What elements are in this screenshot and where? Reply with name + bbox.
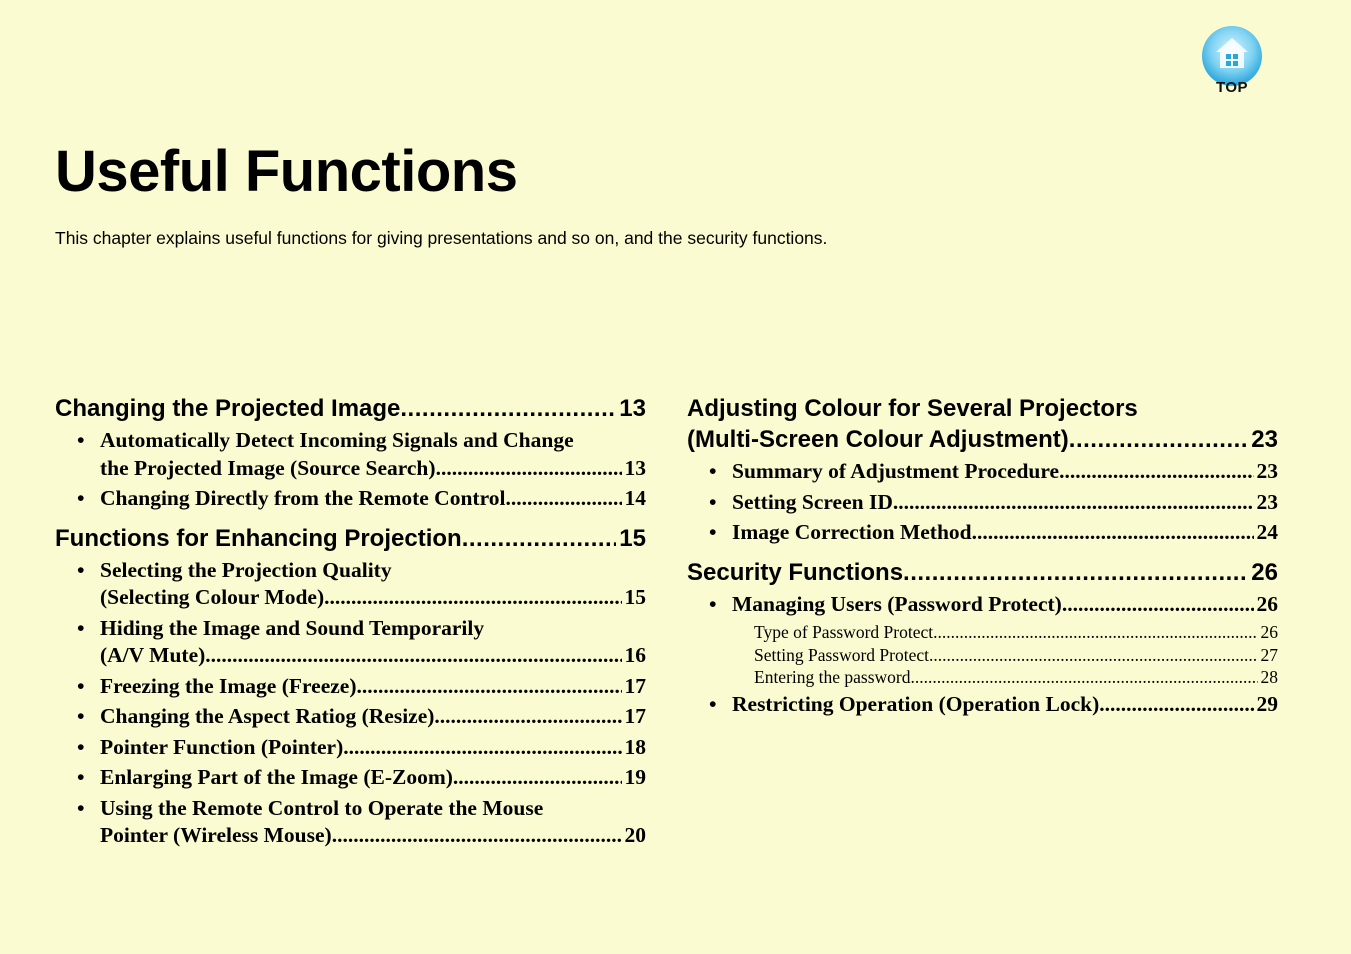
toc-section-link[interactable] (687, 393, 1278, 455)
toc-right-column (687, 393, 1278, 728)
toc-page-number: 13 (624, 455, 646, 480)
toc-page-number: 23 (1256, 489, 1278, 514)
toc-section-title: Adjusting Colour for Several Projectors (687, 395, 1138, 422)
toc-section-title: (Multi-Screen Colour Adjustment) (687, 426, 1069, 453)
toc-page-number: 13 (619, 395, 646, 422)
toc-page-number: 26 (1256, 591, 1278, 616)
toc-item-text: • Managing Users (Password Protect) (732, 591, 1062, 616)
toc-item-text: Pointer (Wireless Mouse) (100, 823, 332, 847)
toc-subitem-text: Setting Password Protect (754, 644, 929, 665)
dot-leader (205, 642, 621, 670)
toc-page-number: 16 (624, 643, 646, 667)
toc-page-number: 14 (624, 486, 646, 510)
toc-section (55, 523, 646, 850)
toc-item-text: (Selecting Colour Mode) (100, 585, 325, 609)
toc-page-number: 23 (1256, 459, 1278, 483)
toc-page-number: 20 (624, 823, 646, 847)
chapter-intro: This chapter explains useful functions for giving presentations and so on, and the security functions. (55, 228, 828, 248)
dot-leader (903, 557, 1248, 588)
toc-section-title: Security Functions (687, 558, 904, 586)
toc-item-link[interactable] (687, 591, 1278, 619)
toc-subitem-text: Entering the password (754, 667, 911, 687)
toc-page-number: 24 (1256, 520, 1278, 544)
toc-page-number: 26 (1251, 558, 1278, 586)
toc-item-link[interactable] (687, 458, 1278, 486)
toc-subitem-list (687, 621, 1278, 689)
toc-page-number: 15 (624, 585, 646, 609)
dot-leader (929, 644, 1258, 667)
toc-item-text: (A/V Mute) (100, 643, 206, 667)
dot-leader (332, 822, 622, 850)
toc-item-text: • Enlarging Part of the Image (E-Zoom) (100, 765, 453, 789)
toc-page-number: 18 (624, 734, 646, 759)
dot-leader (1099, 691, 1253, 719)
page-title: Useful Functions (55, 139, 518, 204)
dot-leader (356, 673, 621, 701)
dot-leader (436, 455, 622, 483)
toc-item-link[interactable] (55, 557, 646, 612)
dot-leader (972, 519, 1254, 547)
dot-leader (462, 523, 617, 554)
toc-item-link[interactable] (55, 734, 646, 762)
toc-item-link[interactable] (55, 764, 646, 792)
toc-section (687, 393, 1278, 547)
toc-item-text: • Image Correction Method (732, 520, 972, 544)
toc-item-link[interactable] (55, 703, 646, 731)
toc-subitem-link[interactable] (687, 644, 1278, 667)
toc-item-link[interactable] (687, 489, 1278, 517)
toc-subitem-text: Type of Password Protect (754, 622, 934, 642)
top-label: TOP (1215, 79, 1249, 96)
dot-leader (505, 485, 621, 513)
toc-item-text: • Summary of Adjustment Procedure (732, 459, 1060, 483)
toc-page-number: 17 (624, 704, 646, 728)
toc-section (55, 393, 646, 513)
home-icon (1202, 26, 1262, 86)
toc-item-text: the Projected Image (Source Search) (100, 455, 436, 480)
toc-subitem-link[interactable] (687, 666, 1278, 689)
toc-item-text: • Restricting Operation (Operation Lock) (732, 691, 1100, 716)
dot-leader (1059, 458, 1253, 486)
toc-page-number: 15 (619, 524, 646, 552)
dot-leader (400, 393, 616, 424)
toc-subitem-link[interactable] (687, 621, 1278, 644)
toc-item-link[interactable] (55, 673, 646, 701)
dot-leader (1069, 424, 1249, 455)
dot-leader (324, 584, 621, 612)
toc-page-number: 29 (1256, 691, 1278, 716)
dot-leader (1062, 591, 1254, 619)
toc-item-text: • Changing Directly from the Remote Control (100, 486, 506, 510)
toc-page-number: 23 (1251, 426, 1278, 453)
toc-page-number: 17 (624, 673, 646, 698)
toc-section-title-line (687, 393, 1278, 424)
toc-item-text: • Setting Screen ID (732, 489, 893, 514)
toc-section-title: Changing the Projected Image (55, 395, 401, 422)
toc-section-title-line (687, 424, 1278, 455)
toc-section-link[interactable] (55, 523, 646, 554)
toc-item-link[interactable] (55, 615, 646, 670)
toc-item-link[interactable] (687, 519, 1278, 547)
toc-section-link[interactable] (687, 557, 1278, 588)
toc-item-text: • Hiding the Image and Sound Temporarily (100, 615, 485, 640)
dot-leader (933, 621, 1257, 644)
toc-left-column (55, 393, 646, 860)
dot-leader (453, 764, 622, 792)
toc-item-link[interactable] (55, 795, 646, 850)
top-button[interactable] (1200, 26, 1264, 98)
toc-item-text: • Pointer Function (Pointer) (100, 734, 344, 759)
toc-item-text: • Selecting the Projection Quality (100, 557, 392, 582)
toc-item-text: • Changing the Aspect Ratiog (Resize) (100, 704, 435, 728)
toc-page-number: 26 (1260, 622, 1278, 642)
toc-section-link[interactable] (55, 393, 646, 424)
toc-item-text: • Automatically Detect Incoming Signals and Change (100, 428, 574, 452)
toc-page-number: 19 (624, 765, 646, 789)
toc-page-number: 28 (1260, 667, 1278, 687)
dot-leader (911, 666, 1258, 689)
dot-leader (343, 734, 621, 762)
toc-item-text: • Using the Remote Control to Operate the Mouse (100, 795, 544, 820)
toc-item-link[interactable] (687, 691, 1278, 719)
toc-section-title: Functions for Enhancing Projection (55, 524, 462, 552)
dot-leader (893, 489, 1254, 517)
toc-item-text: • Freezing the Image (Freeze) (100, 673, 357, 698)
toc-item-link[interactable] (55, 485, 646, 513)
toc-item-link[interactable] (55, 427, 646, 482)
toc-section (687, 557, 1278, 719)
dot-leader (434, 703, 621, 731)
toc-page-number: 27 (1260, 644, 1278, 665)
